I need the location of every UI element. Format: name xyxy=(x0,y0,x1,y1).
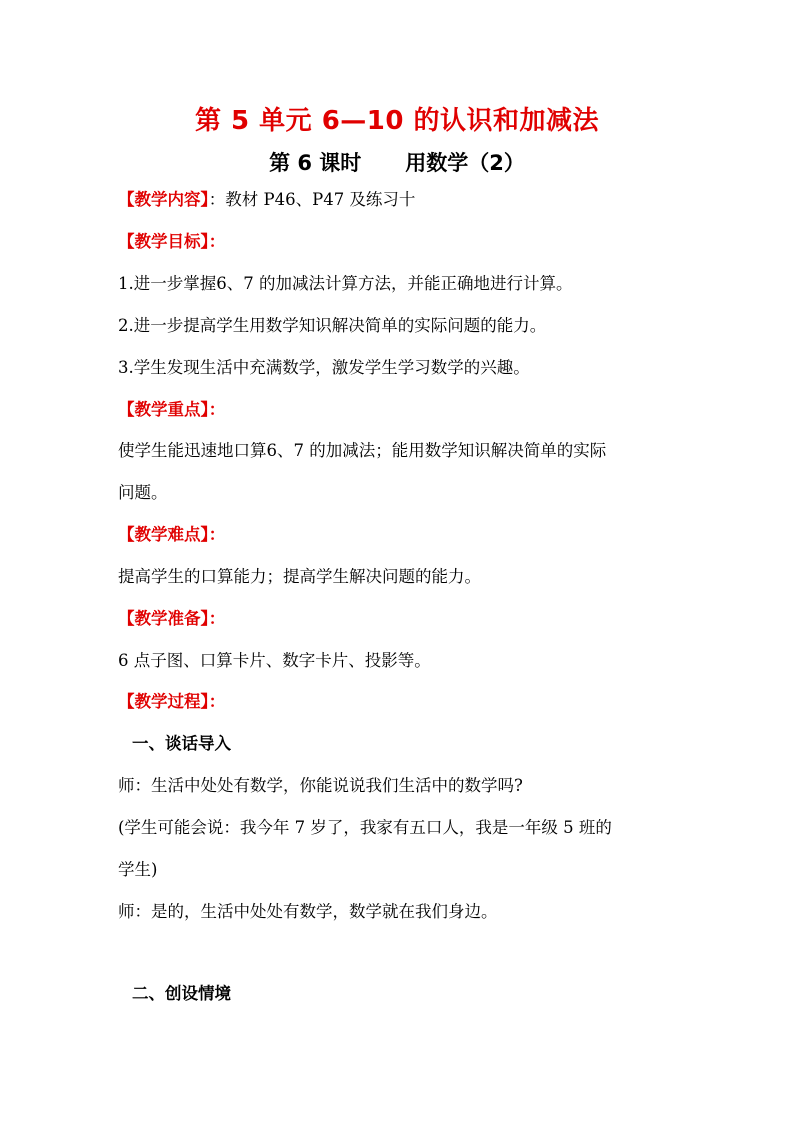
difficulty-text: 提高学生的口算能力；提高学生解决问题的能力。 xyxy=(118,567,481,586)
process-heading: 【教学过程】： xyxy=(118,692,226,711)
goal-item: 2.进一步提高学生用数学知识解决简单的实际问题的能力。 xyxy=(118,316,547,335)
goals-heading: 【教学目标】： xyxy=(118,232,226,251)
key-points-text: 使学生能迅速地口算6、7 的加减法；能用数学知识解决简单的实际 xyxy=(118,441,607,460)
lesson-subtitle xyxy=(0,147,794,177)
paragraph: 师：是的，生活中处处有数学，数学就在我们身边。 xyxy=(118,902,498,921)
key-points-heading: 【教学重点】： xyxy=(118,400,226,419)
page-title: 第 5 单元 6—10 的认识和加减法 xyxy=(194,106,600,136)
lesson-number: 第 6 课时 xyxy=(269,151,362,175)
difficulty-heading: 【教学难点】： xyxy=(118,525,226,544)
section-heading-scenario: 二、创设情境 xyxy=(132,984,231,1003)
section-heading-intro: 一、谈话导入 xyxy=(132,734,231,753)
key-points-text-continued: 问题。 xyxy=(118,483,168,502)
preparation-heading: 【教学准备】： xyxy=(118,609,226,628)
goal-item: 3.学生发现生活中充满数学，激发学生学习数学的兴趣。 xyxy=(118,358,530,377)
content-text: ：教材 P46、P47 及练习十 xyxy=(208,190,416,209)
preparation-text: 6 点子图、口算卡片、数字卡片、投影等。 xyxy=(118,651,431,670)
paragraph-continued: 学生) xyxy=(118,860,158,879)
content-heading: 【教学内容】 xyxy=(118,190,209,209)
content-line xyxy=(118,189,698,211)
paragraph: 师：生活中处处有数学，你能说说我们生活中的数学吗? xyxy=(118,776,523,795)
goal-item: 1.进一步掌握6、7 的加减法计算方法，并能正确地进行计算。 xyxy=(118,274,573,293)
lesson-topic: 用数学（2） xyxy=(405,151,525,175)
paragraph: (学生可能会说：我今年 7 岁了，我家有五口人，我是一年级 5 班的 xyxy=(118,818,612,837)
